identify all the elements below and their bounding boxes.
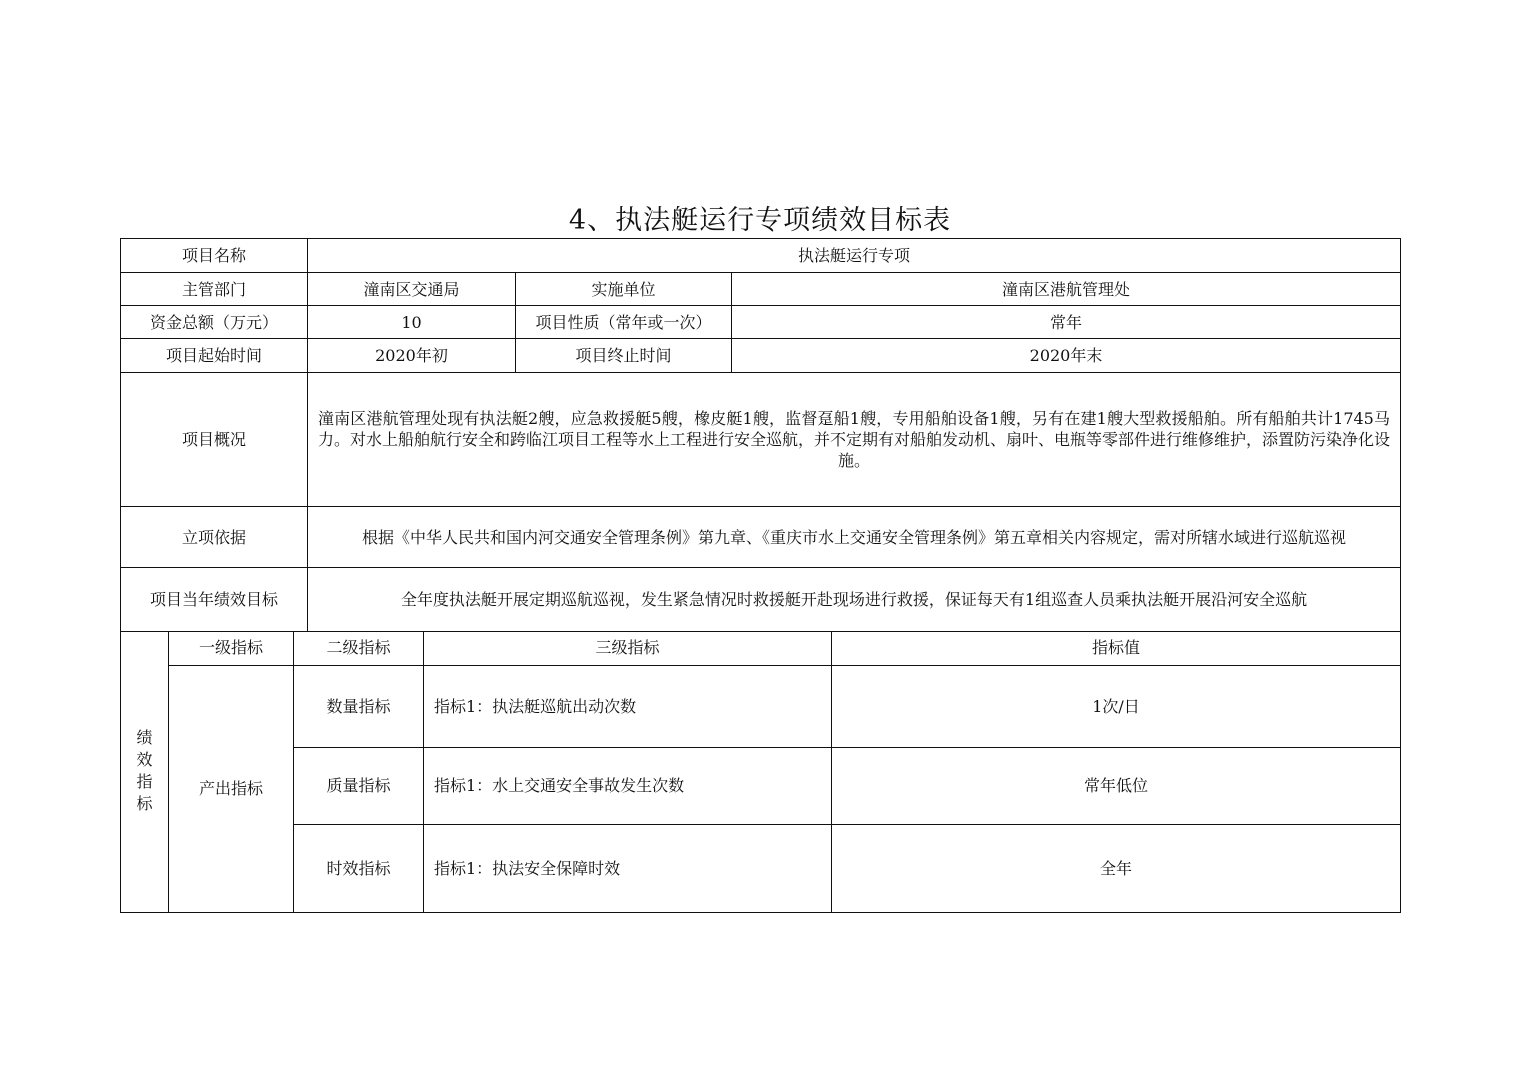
project-name-value: 执法艇运行专项 — [308, 239, 1401, 273]
fund-value: 10 — [308, 306, 516, 339]
impl-label: 实施单位 — [516, 273, 732, 306]
timeliness-indicator-label: 时效指标 — [294, 824, 424, 912]
table-row — [121, 507, 1401, 568]
section-char: 绩 — [136, 728, 153, 748]
quantity-indicator-value: 1次/日 — [832, 665, 1401, 747]
quality-indicator-value: 常年低位 — [832, 747, 1401, 824]
table-row — [121, 747, 1401, 824]
goal-label: 项目当年绩效目标 — [121, 568, 308, 632]
section-char: 指 — [136, 772, 153, 792]
dept-label: 主管部门 — [121, 273, 308, 306]
impl-value: 潼南区港航管理处 — [732, 273, 1401, 306]
quantity-indicator-label: 数量指标 — [294, 665, 424, 747]
value-header: 指标值 — [832, 631, 1401, 665]
basis-label: 立项依据 — [121, 507, 308, 568]
start-label: 项目起始时间 — [121, 339, 308, 373]
timeliness-indicator-value: 全年 — [832, 824, 1401, 912]
page-title: 4、执法艇运行专项绩效目标表 — [568, 205, 952, 236]
level3-header: 三级指标 — [424, 631, 832, 665]
quality-indicator-label: 质量指标 — [294, 747, 424, 824]
level1-output: 产出指标 — [169, 665, 294, 912]
section-char: 效 — [136, 750, 153, 770]
overview-label: 项目概况 — [121, 373, 308, 507]
table-row — [121, 306, 1401, 339]
end-value: 2020年末 — [732, 339, 1401, 373]
table-row — [121, 824, 1401, 912]
project-info-table — [120, 238, 1401, 632]
start-value: 2020年初 — [308, 339, 516, 373]
section-char: 标 — [136, 794, 153, 814]
level2-header: 二级指标 — [294, 631, 424, 665]
table-row — [121, 568, 1401, 632]
fund-label: 资金总额（万元） — [121, 306, 308, 339]
quality-indicator-detail: 指标1：水上交通安全事故发生次数 — [424, 747, 832, 824]
table-row — [121, 373, 1401, 507]
table-row — [121, 665, 1401, 747]
project-name-label: 项目名称 — [121, 239, 308, 273]
table-row — [121, 273, 1401, 306]
quantity-indicator-detail: 指标1：执法艇巡航出动次数 — [424, 665, 832, 747]
basis-value: 根据《中华人民共和国内河交通安全管理条例》第九章、《重庆市水上交通安全管理条例》第五章相关内容规定，需对所辖水域进行巡航巡视 — [308, 507, 1401, 568]
overview-value: 潼南区港航管理处现有执法艇2艘，应急救援艇5艘，橡皮艇1艘，监督趸船1艘，专用船舶设备1艘，另有在建1艘大型救援船舶。所有船舶共计1745马力。对水上船舶航行安全和跨临江项目工程等水上工程进行安全巡航，并不定期有对船舶发动机、扇叶、电瓶等零部件进行维修维护，添置防污染净化设施。 — [308, 373, 1401, 507]
dept-value: 潼南区交通局 — [308, 273, 516, 306]
table-row — [121, 631, 1401, 665]
end-label: 项目终止时间 — [516, 339, 732, 373]
indicator-table — [120, 631, 1401, 913]
table-row — [121, 239, 1401, 273]
table-row — [121, 339, 1401, 373]
nature-label: 项目性质（常年或一次） — [516, 306, 732, 339]
goal-value: 全年度执法艇开展定期巡航巡视，发生紧急情况时救援艇开赴现场进行救援，保证每天有1组巡查人员乘执法艇开展沿河安全巡航 — [308, 568, 1401, 632]
timeliness-indicator-detail: 指标1：执法安全保障时效 — [424, 824, 832, 912]
nature-value: 常年 — [732, 306, 1401, 339]
level1-header: 一级指标 — [169, 631, 294, 665]
performance-indicator-section — [121, 631, 169, 912]
